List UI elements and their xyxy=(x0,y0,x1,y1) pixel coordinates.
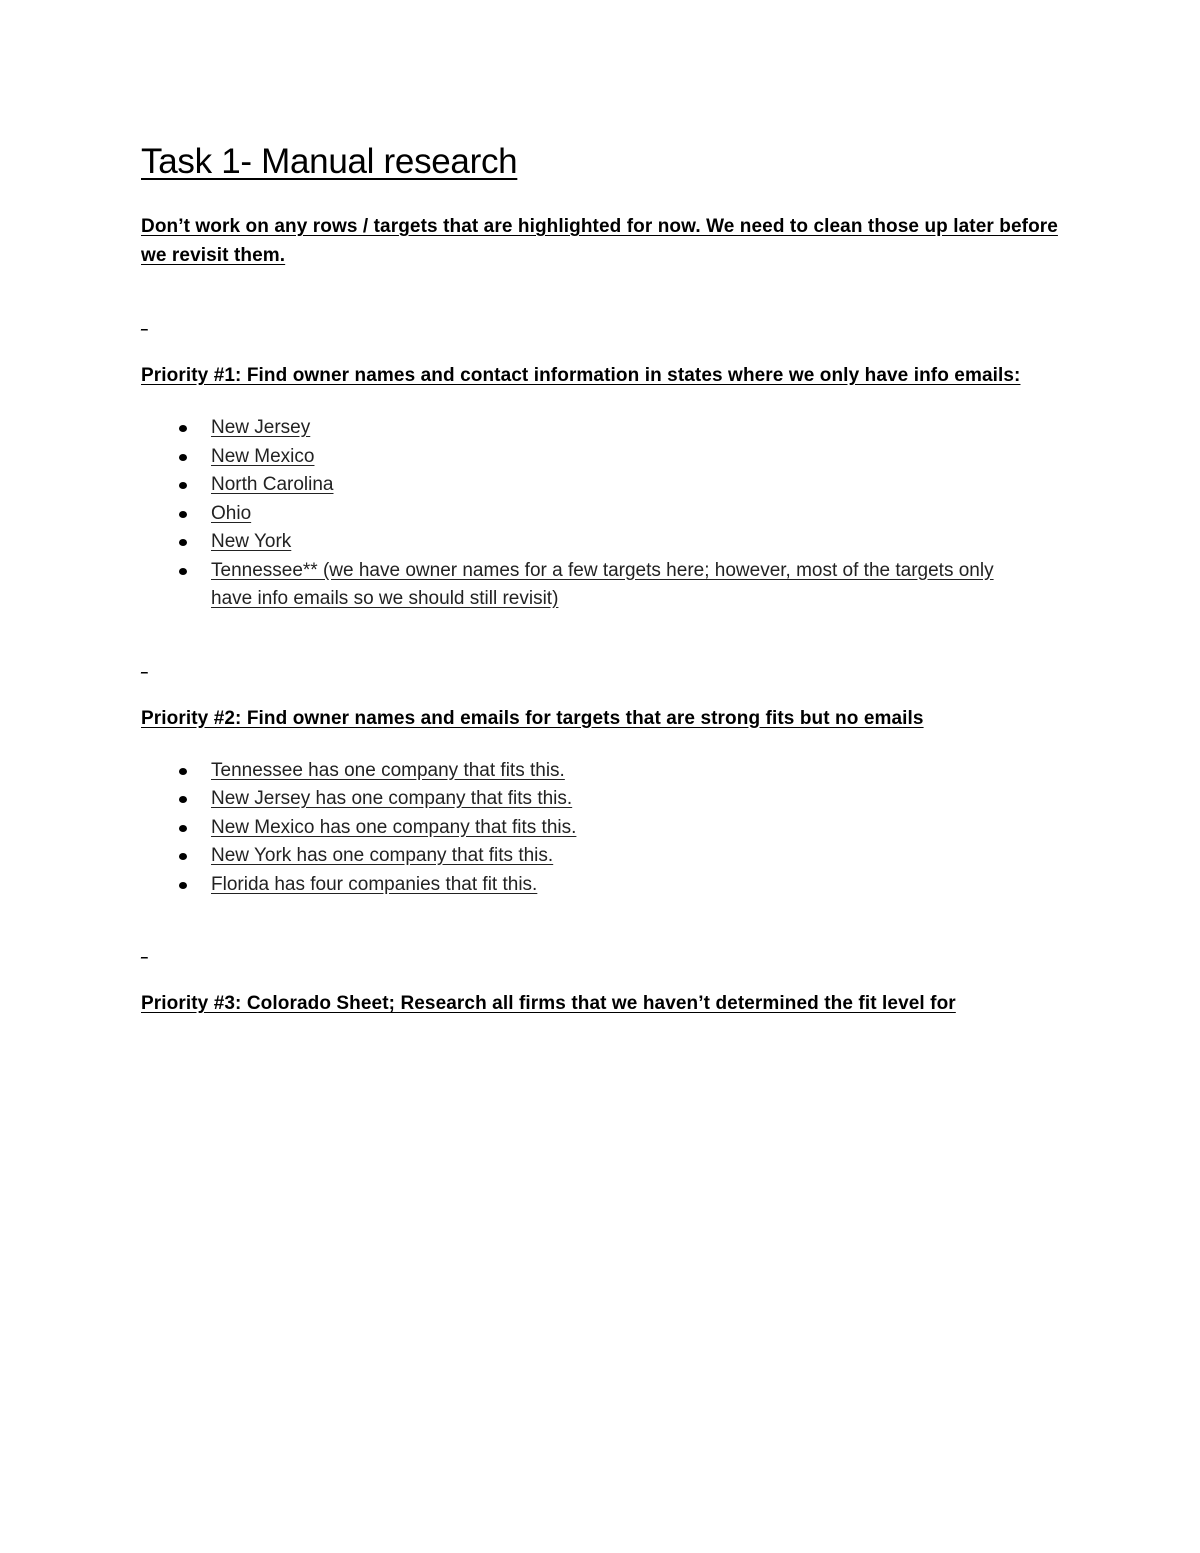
bullet-icon xyxy=(179,825,187,832)
bullet-icon xyxy=(179,425,187,432)
list-item xyxy=(141,814,1061,843)
list-item xyxy=(141,842,1061,871)
list-item-link[interactable]: New Jersey has one company that fits this. xyxy=(211,788,573,809)
bullet-icon xyxy=(179,768,187,775)
priority-1-heading: Priority #1: Find owner names and contact information in states where we only have info emails: xyxy=(141,365,1021,386)
separator: _ xyxy=(141,317,148,331)
separator: _ xyxy=(141,945,148,959)
list-item-link[interactable]: New Mexico xyxy=(211,445,315,467)
list-item xyxy=(141,871,1061,900)
bullet-icon xyxy=(179,796,187,803)
list-item-link[interactable]: Florida has four companies that fit this. xyxy=(211,873,538,895)
bullet-icon xyxy=(179,568,187,575)
bullet-icon xyxy=(179,511,187,518)
list-item-link[interactable]: Tennessee has one company that fits this. xyxy=(211,759,565,781)
list-item xyxy=(141,414,1061,443)
list-item xyxy=(141,757,1061,786)
list-item xyxy=(141,443,1061,472)
bullet-icon xyxy=(179,882,187,889)
bullet-icon xyxy=(179,482,187,489)
priority-1-list xyxy=(141,414,1061,614)
list-item xyxy=(141,528,1061,557)
highlight-warning-note: Don’t work on any rows / targets that are highlighted for now. We need to clean those up later before we revisit them. xyxy=(141,216,1058,266)
bullet-icon xyxy=(179,853,187,860)
separator: _ xyxy=(141,659,148,674)
list-item-link[interactable]: Ohio xyxy=(211,502,252,524)
list-item-link[interactable]: New York has one company that fits this. xyxy=(211,845,554,866)
list-item-link[interactable]: Tennessee** (we have owner names for a few targets here; however, most of the targets only have info emails so we should still revisit) xyxy=(211,559,994,609)
document-body xyxy=(141,142,1061,1018)
bullet-icon xyxy=(179,539,187,546)
list-item-link[interactable]: New Mexico has one company that fits this. xyxy=(211,816,577,838)
list-item xyxy=(141,471,1061,500)
list-item xyxy=(141,785,1061,814)
priority-3-heading: Priority #3: Colorado Sheet; Research all firms that we haven’t determined the fit level for xyxy=(141,993,956,1014)
list-item xyxy=(141,500,1061,529)
priority-2-heading: Priority #2: Find owner names and emails for targets that are strong fits but no emails xyxy=(141,707,924,729)
list-item-link[interactable]: North Carolina xyxy=(211,474,334,495)
list-item xyxy=(141,557,1061,614)
bullet-icon xyxy=(179,454,187,461)
document-title: Task 1- Manual research xyxy=(141,142,518,181)
priority-2-list xyxy=(141,757,1061,900)
list-item-link[interactable]: New York xyxy=(211,531,292,552)
list-item-link[interactable]: New Jersey xyxy=(211,417,311,438)
